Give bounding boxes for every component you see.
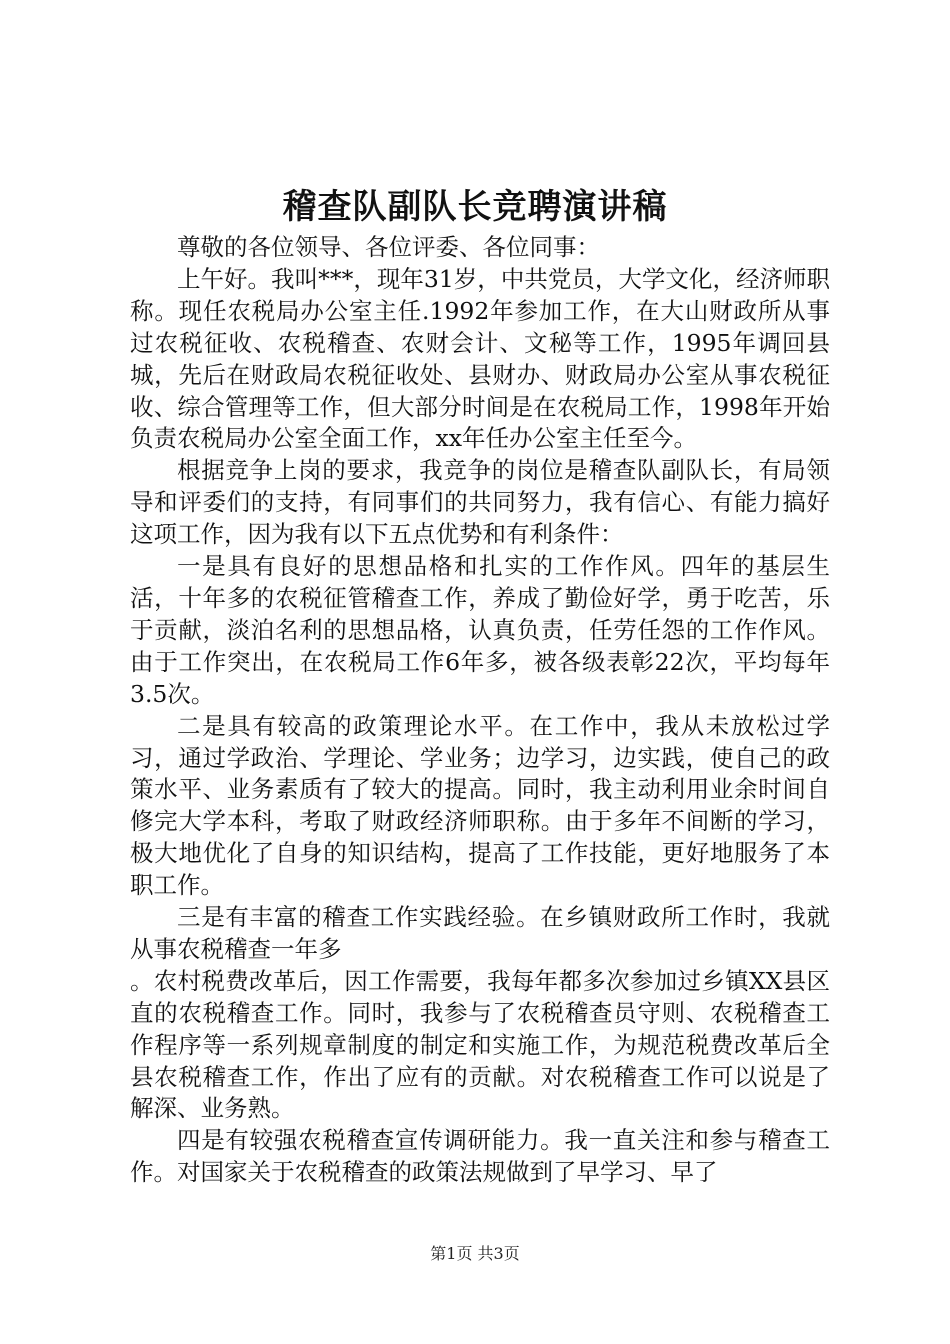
advantage-four-paragraph: 四是有较强农税稽查宣传调研能力。我一直关注和参与稽查工作。对国家关于农税稽查的政策法规做到了早学习、早了 <box>130 1126 830 1187</box>
intro-paragraph: 上午好。我叫***，现年31岁，中共党员，大学文化，经济师职称。现任农税局办公室主任.1992年参加工作，在大山财政所从事过农税征收、农税稽查、农财会计、文秘等工作，1995年调回县城，先后在财政局农税征收处、县财办、财政局办公室从事农税征收、综合管理等工作，但大部分时间是在农税局工作，1998年开始负责农税局办公室全面工作，xx年任办公室主任至今。 <box>130 264 830 453</box>
position-paragraph: 根据竞争上岗的要求，我竞争的岗位是稽查队副队长，有局领导和评委们的支持，有同事们的共同努力，我有信心、有能力搞好这项工作，因为我有以下五点优势和有利条件： <box>130 456 830 549</box>
page-number-footer: 第1页 共3页 <box>430 1244 520 1263</box>
salutation-paragraph: 尊敬的各位领导、各位评委、各位同事： <box>177 233 600 261</box>
advantage-two-paragraph: 二是具有较高的政策理论水平。在工作中，我从未放松过学习，通过学政治、学理论、学业务；边学习，边实践，使自己的政策水平、业务素质有了较大的提高。同时，我主动利用业余时间自修完大学本科，考取了财政经济师职称。由于多年不间断的学习，极大地优化了自身的知识结构，提高了工作技能，更好地服务了本职工作。 <box>130 711 830 900</box>
document-body <box>130 232 830 1189</box>
advantage-three-paragraph: 三是有丰富的稽查工作实践经验。在乡镇财政所工作时，我就从事农税稽查一年多 <box>130 903 830 963</box>
document-title: 稽查队副队长竞聘演讲稿 <box>282 187 668 227</box>
advantage-one-paragraph: 一是具有良好的思想品格和扎实的工作作风。四年的基层生活，十年多的农税征管稽查工作，养成了勤俭好学，勇于吃苦，乐于贡献，淡泊名利的思想品格，认真负责，任劳任怨的工作作风。由于工作突出，在农税局工作6年多，被各级表彰22次，平均每年3.5次。 <box>130 552 830 708</box>
advantage-three-continued-paragraph: 。农村税费改革后，因工作需要，我每年都多次参加过乡镇XX县区直的农税稽查工作。同时，我参与了农税稽查员守则、农税稽查工作程序等一系列规章制度的制定和实施工作，为规范税费改革后全县农税稽查工作，作出了应有的贡献。对农税稽查工作可以说是了解深、业务熟。 <box>130 966 830 1123</box>
